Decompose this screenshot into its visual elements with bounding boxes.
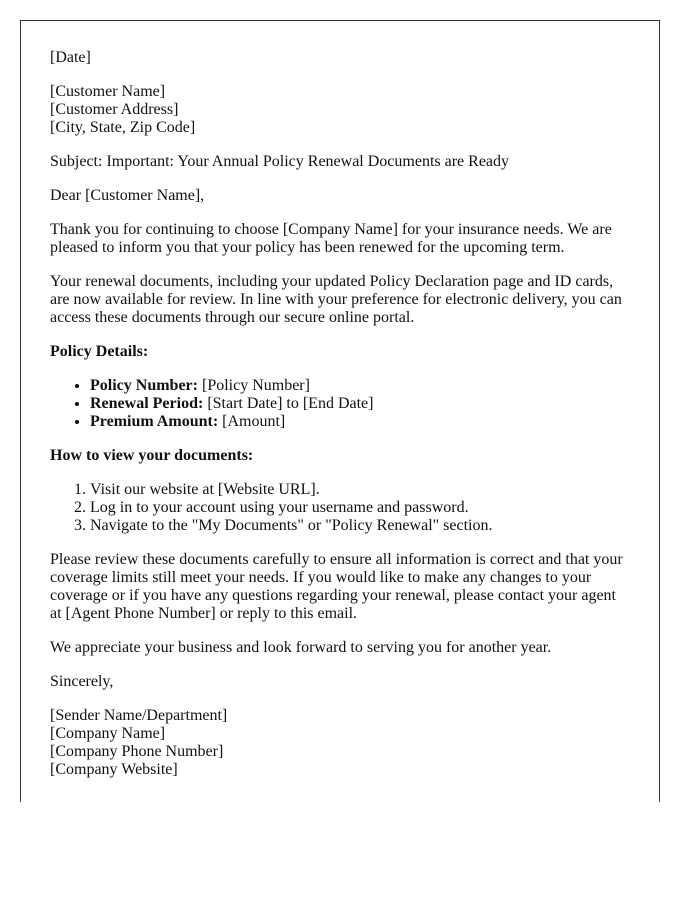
- closing: Sincerely,: [50, 673, 114, 690]
- step-item: 3. Navigate to the "My Documents" or "Policy Renewal" section.: [90, 517, 630, 535]
- how-to-steps: [50, 481, 630, 535]
- letter-page: [20, 20, 660, 802]
- policy-detail-item: [90, 395, 630, 413]
- premium-amount-label: Premium Amount:: [90, 413, 219, 430]
- how-to-heading: How to view your documents:: [50, 447, 254, 464]
- recipient-name: [Customer Name]: [50, 83, 166, 100]
- signature-block: [50, 707, 630, 779]
- company-phone: [Company Phone Number]: [50, 743, 224, 760]
- sender-name: [Sender Name/Department]: [50, 707, 228, 724]
- policy-detail-item: [90, 377, 630, 395]
- appreciation-paragraph: We appreciate your business and look forward to serving you for another year.: [50, 639, 552, 656]
- company-name: [Company Name]: [50, 725, 166, 742]
- renewal-period-value: [Start Date] to [End Date]: [203, 395, 374, 412]
- policy-number-value: [Policy Number]: [197, 377, 310, 394]
- renewal-period-label: Renewal Period:: [90, 395, 204, 412]
- step-item: 1. Visit our website at [Website URL].: [90, 481, 630, 499]
- review-paragraph: Please review these documents carefully to ensure all information is correct and that your coverage limits still meet your needs. If you would like to make any changes to your coverage or if you have any questions regarding your renewal, please contact your agent at [Agent Phone Number] or reply to this email.: [50, 551, 623, 622]
- premium-amount-value: [Amount]: [218, 413, 286, 430]
- recipient-city: [City, State, Zip Code]: [50, 119, 196, 136]
- letter-date: [Date]: [50, 49, 91, 66]
- policy-number-label: Policy Number:: [90, 377, 198, 394]
- documents-paragraph: Your renewal documents, including your updated Policy Declaration page and ID cards, are now available for review. In line with your preference for electronic delivery, you can access these documents through our secure online portal.: [50, 273, 622, 326]
- company-website: [Company Website]: [50, 761, 178, 778]
- policy-details-heading: Policy Details:: [50, 343, 149, 360]
- policy-details-list: [50, 377, 630, 431]
- recipient-address: [50, 83, 630, 137]
- salutation: Dear [Customer Name],: [50, 187, 205, 204]
- subject-line: Subject: Important: Your Annual Policy Renewal Documents are Ready: [50, 153, 510, 170]
- step-item: 2. Log in to your account using your username and password.: [90, 499, 630, 517]
- recipient-street: [Customer Address]: [50, 101, 179, 118]
- policy-detail-item: [90, 413, 630, 431]
- intro-paragraph: Thank you for continuing to choose [Company Name] for your insurance needs. We are pleased to inform you that your policy has been renewed for the upcoming term.: [50, 221, 612, 256]
